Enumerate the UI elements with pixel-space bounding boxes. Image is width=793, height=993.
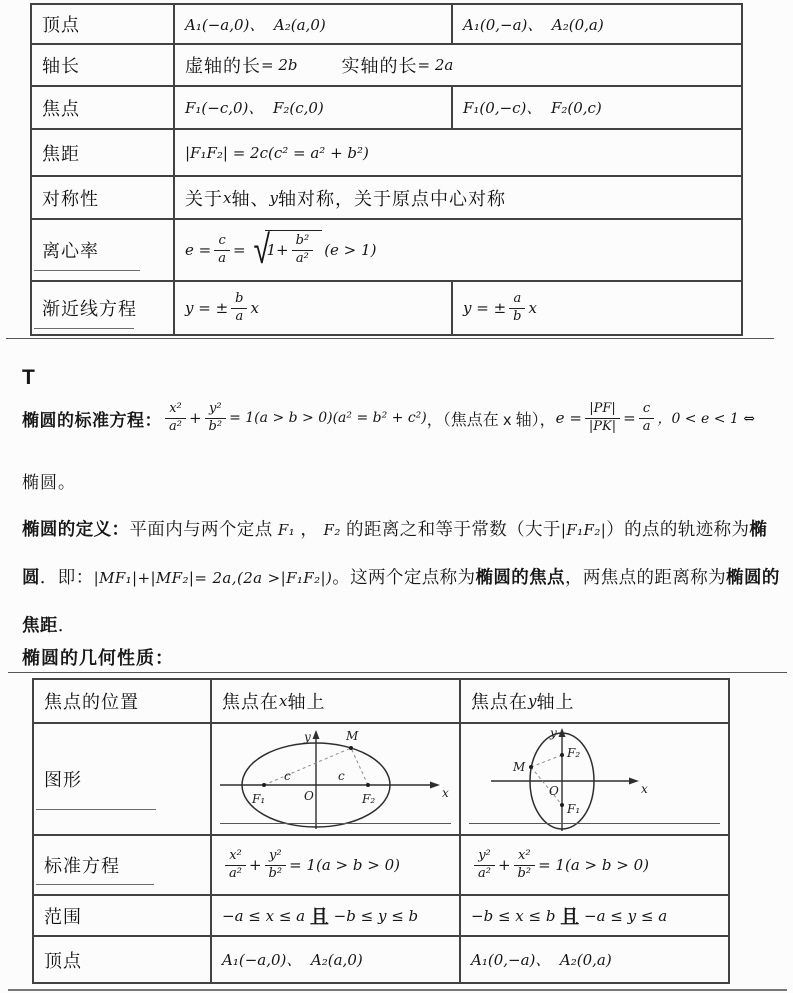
t1-axislen-zh2: 实轴的长	[341, 56, 418, 76]
t1-asymptote-label: 渐近线方程	[42, 299, 137, 319]
t1-ecc-post: (e > 1)	[324, 241, 377, 259]
fig2-x-arrow	[629, 778, 639, 785]
t2-stdeq-x-frac1: $\frac{\text{x²}}{\text{a²}}$	[225, 849, 246, 882]
def-bold-ellipse: 椭圆	[22, 519, 768, 587]
t1-vertex-y-cell	[453, 5, 741, 45]
t1-eccentricity-label: 离心率	[42, 241, 99, 261]
t2-header-y-pre: 焦点在	[471, 692, 528, 712]
ellipse-definition-paragraph	[22, 506, 782, 649]
separator-line-top	[6, 338, 774, 339]
t2-range-y-and: 且	[560, 907, 580, 928]
fig2-f2-dot	[560, 753, 564, 757]
t2-header-position: 焦点的位置	[44, 692, 139, 712]
t2-header-x-var: x	[279, 692, 288, 710]
t1-focaldist-cell	[175, 130, 741, 177]
hyperbola-properties-table	[30, 3, 743, 336]
std-eq-epre: e =	[555, 409, 582, 428]
ellipse-properties-table	[32, 678, 730, 984]
def-m2: F₂	[323, 521, 341, 539]
t2-stdeq-underline	[36, 884, 154, 885]
section-heading-t: T	[22, 366, 35, 389]
def-s1c: 的距离之和等于常数（大于	[340, 519, 561, 539]
t2-range-label: 范围	[44, 906, 82, 927]
t1-focaldist-formula: |F₁F₂| = 2c(c² = a² + b²)	[185, 143, 369, 162]
t1-vertex-label-cell	[32, 5, 175, 45]
t2-header-y-post: 轴上	[536, 692, 575, 712]
t1-focaldist-label-cell	[32, 130, 175, 177]
t2-vertex-label: 顶点	[44, 950, 82, 971]
t1-asymptote-x-cell	[175, 282, 453, 334]
fig1-f1-label: F₁	[252, 792, 266, 806]
t1-ecc-mid: =	[232, 241, 246, 259]
t2-stdeq-x-cell	[212, 836, 461, 896]
fig2-y-label: y	[550, 726, 557, 740]
ellipse-geometry-heading: 椭圆的几何性质：	[22, 648, 174, 668]
t2-stdeq-label-cell	[34, 836, 212, 896]
t1-vertex-y-formula: A₁(0,−a)、 A₂(0,a)	[463, 15, 604, 34]
t1-focaldist-label: 焦距	[42, 143, 80, 164]
fig1-o-label: O	[304, 789, 314, 803]
t2-range-x-left: −a ≤ x ≤ a	[222, 906, 310, 925]
fig1-x-label: x	[442, 786, 449, 800]
t1-focus-label: 焦点	[42, 98, 80, 119]
fig2-cell-bottom-line	[469, 823, 720, 824]
def-s1d: ）的点的轨迹称为	[606, 519, 750, 539]
t2-vertex-label-cell	[34, 937, 212, 982]
def-s1: 平面内与两个定点	[129, 519, 278, 539]
fig1-m-dot	[349, 746, 353, 750]
fig2-x-label: x	[641, 782, 648, 796]
fig1-y-arrow	[313, 730, 320, 739]
t1-symmetry-cell	[175, 177, 741, 220]
def-m3: |F₁F₂|	[560, 521, 607, 539]
figure-ellipse-foci-y-axis	[461, 725, 701, 833]
t1-symmetry-v2: y	[269, 188, 278, 207]
t1-asymptote-label-cell	[32, 282, 175, 334]
t1-ecc-frac-ca: $\frac{c}{a}$	[214, 234, 230, 267]
t2-stdeq-x-frac2: $\frac{\text{y²}}{\text{b²}}$	[265, 849, 287, 882]
t1-vertex-x-formula: A₁(−a,0)、 A₂(a,0)	[185, 15, 326, 34]
t2-range-label-cell	[34, 896, 212, 937]
fig1-m-label: M	[346, 729, 359, 743]
t1-eccentricity-label-cell	[32, 220, 175, 282]
t1-asym2-post: x	[528, 299, 537, 317]
t1-axislen-eq2: = 2a	[417, 56, 454, 74]
t1-symmetry-s2: 轴、	[231, 188, 270, 209]
t2-header-xaxis-cell	[212, 680, 461, 724]
t1-asym2-frac: $\frac{a}{b}$	[509, 292, 525, 325]
separator-line-bottom	[8, 989, 787, 991]
t2-figure-label-cell	[34, 724, 212, 836]
t2-stdeq-y-frac2: $\frac{\text{x²}}{\text{b²}}$	[514, 849, 536, 882]
t2-header-x-pre: 焦点在	[222, 692, 279, 712]
t1-vertex-label: 顶点	[42, 15, 80, 35]
def-s1b: ，	[295, 519, 324, 539]
fig2-dashed-mf2	[531, 755, 562, 767]
std-eq-mid: ，（焦点在 x 轴），	[426, 411, 556, 429]
t1-symmetry-s3: 轴对称，关于原点中心对称	[277, 188, 506, 209]
t2-vertex-y-formula: A₁(0,−a)、 A₂(0,a)	[471, 951, 612, 969]
t2-stdeq-y-frac1: $\frac{\text{y²}}{\text{a²}}$	[474, 849, 495, 882]
t1-eccentricity-cell	[175, 220, 741, 282]
std-eq-frac-ca: $\frac{c}{a}$	[639, 402, 655, 435]
fig2-m-label: M	[513, 760, 526, 774]
def-label: 椭圆的定义：	[22, 519, 130, 539]
t2-stdeq-y-plus: +	[497, 856, 511, 874]
std-eq-label: 椭圆的标准方程：	[22, 410, 162, 430]
fig2-m-dot	[529, 765, 533, 769]
t2-figure-underline	[36, 809, 156, 810]
t1-asym1-post: x	[250, 299, 259, 317]
t2-header-x-post: 轴上	[287, 692, 326, 712]
t2-range-y-cell	[461, 896, 728, 937]
std-eq-tail: ，0 < e < 1 ⇔	[657, 411, 755, 428]
t1-symmetry-label-cell	[32, 177, 175, 220]
fig1-f1-dot	[262, 783, 266, 787]
t1-axislen-label-cell	[32, 45, 175, 87]
t1-asymptote-y-cell	[453, 282, 741, 334]
t2-figure-y-cell	[461, 724, 728, 836]
fig1-c1-label: c	[284, 769, 291, 783]
std-eq-frac1: $\frac{\text{x²}}{\text{a²}}$	[165, 402, 186, 435]
fig2-f1-dot	[560, 803, 564, 807]
t1-axislen-eq1: = 2b	[261, 56, 298, 74]
t2-figure-x-cell	[212, 724, 461, 836]
t1-axislen-label: 轴长	[42, 56, 80, 76]
t2-range-x-right: −b ≤ y ≤ b	[328, 906, 419, 925]
t1-axislen-cell	[175, 45, 741, 87]
t1-asym1-frac: $\frac{b}{a}$	[231, 292, 247, 325]
fig2-f1-label: F₁	[567, 802, 581, 816]
t1-ecc-pre: e =	[185, 241, 212, 259]
fig1-c2-label: c	[338, 769, 345, 783]
t2-range-y-right: −a ≤ y ≤ a	[579, 906, 668, 925]
t1-focus-label-cell	[32, 87, 175, 130]
fig1-f2-label: F₂	[362, 792, 376, 806]
def-m4: |MF₁|+|MF₂|= 2a,(2a >|F₁F₂|)	[93, 569, 333, 587]
t1-ecc-sqrt-pre: 1+	[266, 241, 289, 260]
t2-vertex-x-cell	[212, 937, 461, 982]
t2-range-y-left: −b ≤ x ≤ b	[471, 906, 561, 925]
t1-asym2-pre: y = ±	[463, 299, 507, 317]
t2-header-yaxis-cell	[461, 680, 728, 724]
fig1-x-arrow	[430, 782, 440, 789]
t1-symmetry-label: 对称性	[42, 188, 99, 209]
std-eq-plus: +	[188, 409, 202, 428]
t2-stdeq-x-plus: +	[248, 856, 262, 874]
t2-vertex-x-formula: A₁(−a,0)、 A₂(a,0)	[222, 951, 363, 969]
t2-stdeq-y-eq: = 1(a > b > 0)	[538, 856, 649, 874]
fig2-f2-label: F₂	[567, 746, 581, 760]
std-eq-frac2: $\frac{\text{y²}}{\text{b²}}$	[205, 402, 227, 435]
t1-symmetry-v1: x	[223, 188, 232, 207]
t1-eccentricity-underline	[34, 270, 140, 271]
t1-ecc-sqrt	[248, 226, 323, 273]
t2-range-x-cell	[212, 896, 461, 937]
def-bold-focaldist: 椭圆的焦距	[22, 567, 780, 635]
ellipse-standard-equation-paragraph	[22, 402, 790, 435]
def-m1: F₁	[277, 521, 296, 539]
t2-stdeq-x-eq: = 1(a > b > 0)	[289, 856, 400, 874]
t2-stdeq-label: 标准方程	[44, 856, 120, 876]
figure-ellipse-foci-x-axis	[212, 727, 456, 831]
fig1-f2-dot	[366, 783, 370, 787]
t2-figure-label: 图形	[44, 770, 82, 790]
t1-focus-x-formula: F₁(−c,0)、 F₂(c,0)	[185, 99, 324, 117]
fig1-cell-bottom-line	[220, 823, 451, 824]
fig2-o-label: O	[549, 784, 559, 798]
std-eq-eeq: =	[623, 409, 636, 428]
t1-asymptote-underline	[34, 328, 134, 329]
t1-focus-y-formula: F₁(0,−c)、 F₂(0,c)	[463, 99, 602, 117]
std-eq-eq: = 1(a > b > 0)(a² = b² + c²)	[229, 410, 427, 427]
def-s2b: 。这两个定点称为	[332, 567, 476, 587]
t2-header-position-cell	[34, 680, 212, 724]
t1-axislen-zh1: 虚轴的长	[185, 56, 261, 76]
def-s2: ．即：	[39, 567, 94, 587]
t2-header-y-var: y	[528, 692, 537, 710]
t2-vertex-y-cell	[461, 937, 728, 982]
radical-sign: √	[253, 226, 270, 273]
t1-asym1-pre: y = ±	[185, 299, 229, 317]
t1-focus-y-cell	[453, 87, 741, 130]
separator-line-mid	[8, 672, 787, 673]
fig1-y-label: y	[304, 730, 311, 744]
def-s3: ，两焦点的距离称为	[564, 567, 727, 587]
t1-ecc-frac-b2a2: $\frac{\text{b²}}{\text{a²}}$	[292, 234, 314, 267]
t1-vertex-x-cell	[175, 5, 453, 45]
t2-stdeq-y-cell	[461, 836, 728, 896]
t1-focus-x-cell	[175, 87, 453, 130]
t2-range-x-and: 且	[309, 907, 329, 928]
std-eq-frac-pf: $\frac{|PF|}{|PK|}$	[585, 402, 620, 435]
def-bold-foci: 椭圆的焦点	[475, 567, 565, 587]
std-eq-line2: 椭圆。	[22, 473, 76, 492]
def-s4: ．	[57, 615, 76, 635]
t1-symmetry-s1: 关于	[185, 188, 223, 209]
